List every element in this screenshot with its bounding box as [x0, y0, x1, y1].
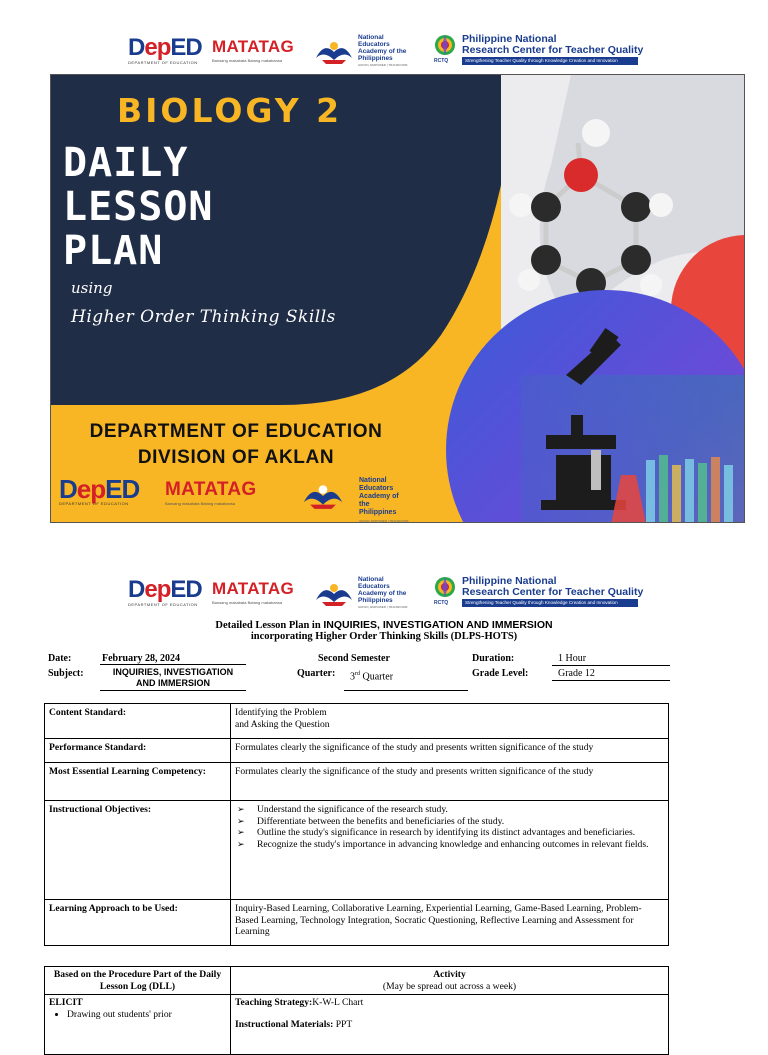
duration-label: Duration:: [472, 653, 515, 664]
cover-division: DIVISION OF AKLAN: [137, 447, 335, 468]
neap-emblem-icon: [314, 38, 354, 66]
table-row: [45, 763, 669, 801]
objective-item: ➢ Recognize the study's importance in advancing knowledge and enhancing outcomes in relevant fields.: [253, 839, 664, 851]
table-row: [45, 704, 669, 739]
plan-title-subject: INQUIRIES, INVESTIGATION AND IMMERSION: [323, 619, 553, 631]
grade-value: Grade 12: [558, 668, 595, 679]
cover-neap-line-3: Academy of the: [359, 493, 399, 508]
rctq-abbr: RCTQ: [434, 58, 449, 64]
rctq-tagline-bar: Strengthening Teacher Quality through Knowledge Creation and Innovation: [462, 57, 638, 65]
deped-logo-text: DepED: [128, 34, 202, 61]
dll-activity-header-note: (May be spread out across a week): [382, 980, 517, 992]
dll-phase-cell: [45, 995, 231, 1055]
performance-standard-value: Formulates clearly the significance of the study and presents written significance of the study: [231, 739, 669, 763]
neap-line-1: National: [358, 34, 384, 41]
cover-neap-tagline: GROW | EMPOWER | TRANSFORM: [359, 519, 409, 523]
plan-neap-emblem-icon: [314, 580, 354, 608]
plan-subtitle: incorporating Higher Order Thinking Skills (DLPS-HOTS): [250, 631, 518, 642]
subject-value: [100, 667, 246, 689]
cover-deped-logo: [59, 474, 140, 511]
matatag-logo: [212, 36, 302, 70]
cover-matatag-logo-text: MATATAG: [165, 479, 257, 500]
plan-deped-logo-text: DepED: [128, 576, 202, 603]
dll-procedure-header: Based on the Procedure Part of the Daily Lesson Log (DLL): [45, 967, 231, 995]
content-standard-line-2: and Asking the Question: [235, 718, 330, 730]
dll-materials-value: PPT: [333, 1018, 353, 1030]
semester-label: Second Semester: [318, 653, 390, 664]
cover-subject: BIOLOGY 2: [117, 91, 343, 130]
table-row: [45, 739, 669, 763]
cover-title-line-2: LESSON: [63, 184, 214, 230]
dll-activity-header-title: Activity: [433, 969, 466, 980]
date-value: February 28, 2024: [102, 653, 181, 664]
cover-matatag-logo: [165, 479, 255, 513]
cover-matatag-tagline: Bansang makabata Batang makabansa: [165, 501, 236, 506]
content-standard-line-1: Identifying the Problem: [235, 707, 327, 718]
dll-table: [44, 966, 669, 1055]
rctq-logo: [432, 32, 644, 72]
objective-item: ➢ Outline the study's significance in research by identifying its distinct advantages and beneficiaries.: [253, 827, 664, 839]
dll-strategy-label: Teaching Strategy:: [235, 997, 313, 1008]
objectives-value: [231, 801, 669, 900]
cover-neap-line-2: Educators: [359, 485, 394, 492]
subject-label: Subject:: [48, 668, 84, 679]
grade-underline: [552, 680, 670, 681]
date-underline: [100, 664, 246, 665]
quarter-underline: [344, 690, 468, 691]
plan-rctq-emblem-icon: [432, 576, 458, 600]
plan-matatag-logo-text: MATATAG: [212, 579, 295, 598]
plan-deped-logo: [128, 578, 200, 612]
dll-materials-label: Instructional Materials:: [235, 1018, 334, 1030]
plan-neap-line-2: Educators: [358, 583, 390, 590]
deped-logo: [128, 36, 200, 70]
content-standard-value: [231, 704, 669, 739]
plan-neap-logo: [314, 574, 424, 614]
table-row: [45, 995, 669, 1055]
subject-underline: [100, 690, 246, 691]
cover-neap-logo: [299, 475, 409, 523]
table-row: [45, 900, 669, 946]
cover-neap-emblem-icon: [299, 481, 347, 511]
objectives-label: Instructional Objectives:: [45, 801, 231, 900]
cover-logo-strip: [51, 473, 561, 523]
deped-logo-subtext: DEPARTMENT OF EDUCATION: [128, 60, 198, 65]
plan-neap-tagline: GROW | EMPOWER | TRANSFORM: [358, 605, 408, 609]
plan-logo-strip: [128, 574, 644, 614]
cover-banner: [50, 74, 745, 523]
cover-using: using: [71, 279, 113, 297]
table-row: [45, 967, 669, 995]
cover-deped-logo-text: DepED: [59, 474, 140, 504]
duration-underline: [552, 665, 670, 666]
plan-rctq-logo: [432, 574, 644, 614]
plan-matatag-tagline: Bansang makabata Batang makabansa: [212, 600, 283, 605]
plan-neap-line-4: Philippines: [358, 597, 393, 604]
quarter-label: Quarter:: [297, 668, 336, 679]
objective-item: ➢ Understand the significance of the research study.: [253, 804, 664, 816]
content-standard-label: Content Standard:: [45, 704, 231, 739]
plan-rctq-tagline-bar: Strengthening Teacher Quality through Knowledge Creation and Innovation: [462, 599, 638, 607]
matatag-logo-text: MATATAG: [212, 37, 295, 56]
dll-phase-title: ELICIT: [49, 997, 83, 1008]
plan-rctq-line-1: Philippine National: [462, 575, 557, 587]
objectives-list: [235, 804, 664, 850]
dll-activity-header: [231, 967, 669, 995]
neap-tagline: GROW | EMPOWER | TRANSFORM: [358, 63, 408, 67]
neap-line-3: Academy of the: [358, 48, 407, 55]
cover-hots: Higher Order Thinking Skills: [71, 307, 336, 327]
quarter-value: 3rd Quarter: [350, 671, 394, 683]
rctq-emblem-icon: [432, 34, 458, 58]
plan-title-prefix: Detailed Lesson Plan in: [215, 620, 324, 631]
dll-activity-cell: [231, 995, 669, 1055]
cover-title-line-3: PLAN: [63, 228, 164, 274]
subject-value-line-1: INQUIRIES, INVESTIGATION: [112, 667, 234, 677]
rctq-line-2: Research Center for Teacher Quality: [462, 44, 644, 56]
cover-deped-logo-subtext: DEPARTMENT OF EDUCATION: [59, 501, 129, 506]
cover-neap-line-1: National: [359, 477, 387, 484]
approach-value: Inquiry-Based Learning, Collaborative Learning, Experiential Learning, Game-Based Learning, Problem-Based Learning, Technology Integration, Socratic Questioning, Reflective Learning and Assessment for Learning: [231, 900, 669, 946]
matatag-tagline: Bansang makabata Batang makabansa: [212, 58, 283, 63]
melc-value: Formulates clearly the significance of the study and presents written significance of the study: [231, 763, 669, 801]
neap-logo: [314, 32, 424, 72]
plan-deped-logo-subtext: DEPARTMENT OF EDUCATION: [128, 602, 198, 607]
neap-line-2: Educators: [358, 41, 390, 48]
subject-value-line-2: AND IMMERSION: [136, 678, 210, 688]
date-label: Date:: [48, 653, 72, 664]
performance-standard-label: Performance Standard:: [45, 739, 231, 763]
dll-phase-item: • Drawing out students' prior: [67, 1009, 226, 1021]
cover-neap-line-4: Philippines: [359, 509, 397, 516]
plan-rctq-abbr: RCTQ: [434, 600, 449, 606]
grade-label: Grade Level:: [472, 668, 529, 679]
duration-value: 1 Hour: [558, 653, 587, 664]
cover-title-line-1: DAILY: [63, 140, 189, 186]
standards-table: [44, 703, 669, 946]
cover-department: DEPARTMENT OF EDUCATION: [89, 421, 383, 442]
dll-phase-list: [49, 1009, 226, 1021]
approach-label: Learning Approach to be Used:: [45, 900, 231, 946]
plan-neap-line-3: Academy of the: [358, 590, 407, 597]
neap-line-4: Philippines: [358, 55, 393, 62]
table-row: [45, 801, 669, 900]
plan-rctq-line-2: Research Center for Teacher Quality: [462, 586, 644, 598]
melc-label: Most Essential Learning Competency:: [45, 763, 231, 801]
plan-neap-line-1: National: [358, 576, 384, 583]
header-logo-strip: [128, 32, 644, 72]
objective-item: ➢ Differentiate between the benefits and beneficiaries of the study.: [253, 816, 664, 828]
plan-matatag-logo: [212, 578, 302, 612]
dll-strategy-value: K-W-L Chart: [312, 997, 364, 1008]
rctq-line-1: Philippine National: [462, 33, 557, 45]
